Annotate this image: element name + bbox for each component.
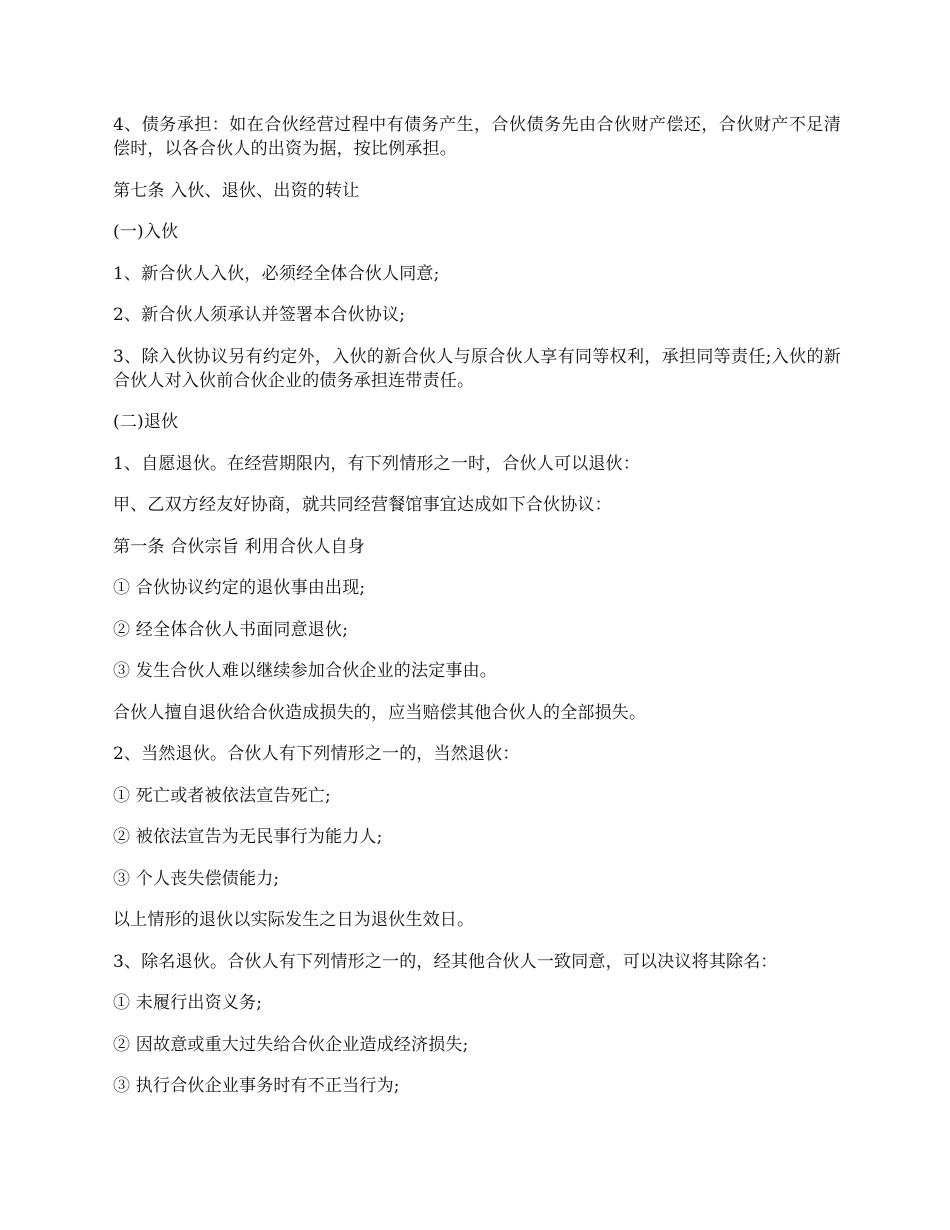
list-item-expulsion-1: ① 未履行出资义务; bbox=[113, 993, 263, 1013]
section-withdrawal-heading: (二)退伙 bbox=[113, 412, 179, 432]
article-seven-heading: 第七条 入伙、退伙、出资的转让 bbox=[113, 180, 360, 201]
paragraph-automatic-withdrawal: 2、当然退伙。合伙人有下列情形之一的，当然退伙： bbox=[113, 744, 520, 764]
list-item-voluntary-2: ② 经全体合伙人书面同意退伙; bbox=[113, 619, 349, 640]
paragraph-admission-1: 1、新合伙人入伙，必须经全体合伙人同意; bbox=[113, 263, 440, 284]
list-item-expulsion-3: ③ 执行合伙企业事务时有不正当行为; bbox=[113, 1076, 400, 1096]
list-item-automatic-1: ① 死亡或者被依法宣告死亡; bbox=[113, 785, 331, 806]
article-one-heading: 第一条 合伙宗旨 利用合伙人自身 bbox=[113, 536, 366, 557]
paragraph-debt-bearing: 4、债务承担：如在合伙经营过程中有债务产生，合伙债务先由合伙财产偿还，合伙财产不足清偿时，以各合伙人的出资为据，按比例承担。 bbox=[113, 115, 841, 159]
list-item-voluntary-3: ③ 发生合伙人难以继续参加合伙企业的法定事由。 bbox=[113, 661, 498, 681]
paragraph-effective-date: 以上情形的退伙以实际发生之日为退伙生效日。 bbox=[113, 910, 475, 930]
list-item-automatic-3: ③ 个人丧失偿债能力; bbox=[113, 868, 280, 889]
paragraph-admission-2: 2、新合伙人须承认并签署本合伙协议; bbox=[113, 305, 406, 325]
paragraph-voluntary-withdrawal: 1、自愿退伙。在经营期限内，有下列情形之一时，合伙人可以退伙： bbox=[113, 453, 641, 474]
paragraph-agreement-intro: 甲、乙双方经友好协商，就共同经营餐馆事宜达成如下合伙协议： bbox=[113, 495, 612, 515]
paragraph-admission-3: 3、除入伙协议另有约定外，入伙的新合伙人与原合伙人享有同等权利，承担同等责任;入伙的新合伙人对入伙前合伙企业的债务承担连带责任。 bbox=[113, 346, 841, 391]
paragraph-unauthorized-withdrawal: 合伙人擅自退伙给合伙造成损失的，应当赔偿其他合伙人的全部损失。 bbox=[113, 702, 647, 723]
section-admission-heading: (一)入伙 bbox=[113, 222, 179, 242]
list-item-expulsion-2: ② 因故意或重大过失给合伙企业造成经济损失; bbox=[113, 1034, 469, 1055]
list-item-voluntary-1: ① 合伙协议约定的退伙事由出现; bbox=[113, 578, 366, 598]
list-item-automatic-2: ② 被依法宣告为无民事行为能力人; bbox=[113, 827, 383, 847]
document-body bbox=[113, 113, 841, 1116]
paragraph-expulsion: 3、除名退伙。合伙人有下列情形之一的，经其他合伙人一致同意，可以决议将其除名： bbox=[113, 951, 778, 972]
